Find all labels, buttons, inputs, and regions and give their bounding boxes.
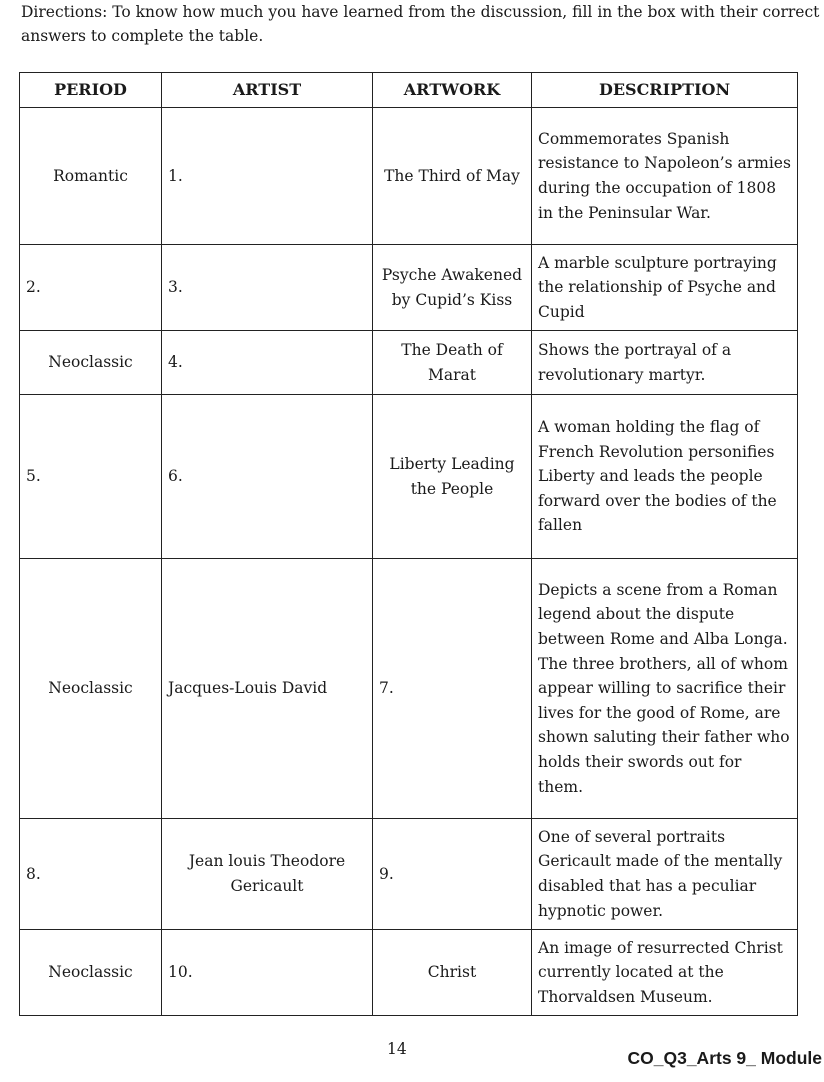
table-row bbox=[20, 819, 798, 930]
page-number: 14 bbox=[387, 1040, 407, 1058]
artist-cell: 6. bbox=[162, 395, 373, 559]
table-row bbox=[20, 245, 798, 331]
table-header-row bbox=[20, 73, 798, 108]
table-row bbox=[20, 930, 798, 1016]
description-cell: A woman holding the flag of French Revolution personifies Liberty and leads the people forward over the bodies of the fallen bbox=[532, 395, 798, 559]
artist-cell: 4. bbox=[162, 331, 373, 395]
period-cell: Neoclassic bbox=[20, 559, 162, 819]
period-cell: 5. bbox=[20, 395, 162, 559]
artwork-cell: Psyche Awakened by Cupid’s Kiss bbox=[373, 245, 532, 331]
table-row bbox=[20, 331, 798, 395]
artist-cell: 1. bbox=[162, 108, 373, 245]
period-cell: Neoclassic bbox=[20, 930, 162, 1016]
artwork-cell: Liberty Leading the People bbox=[373, 395, 532, 559]
artist-cell: 3. bbox=[162, 245, 373, 331]
directions-text: Directions: To know how much you have learned from the discussion, fill in the box with their correct answers to complete the table. bbox=[21, 3, 820, 45]
description-cell: Shows the portrayal of a revolutionary martyr. bbox=[532, 331, 798, 395]
period-cell: 2. bbox=[20, 245, 162, 331]
artwork-cell: The Third of May bbox=[373, 108, 532, 245]
period-cell: 8. bbox=[20, 819, 162, 930]
description-cell: A marble sculpture portraying the relationship of Psyche and Cupid bbox=[532, 245, 798, 331]
description-cell: Commemorates Spanish resistance to Napoleon’s armies during the occupation of 1808 in the Peninsular War. bbox=[532, 108, 798, 245]
period-cell: Romantic bbox=[20, 108, 162, 245]
header-artist: ARTIST bbox=[162, 73, 373, 108]
table-row bbox=[20, 108, 798, 245]
artist-cell: Jean louis Theodore Gericault bbox=[162, 819, 373, 930]
artwork-cell: The Death of Marat bbox=[373, 331, 532, 395]
period-cell: Neoclassic bbox=[20, 331, 162, 395]
artwork-cell: 7. bbox=[373, 559, 532, 819]
artwork-cell: 9. bbox=[373, 819, 532, 930]
artist-cell: Jacques-Louis David bbox=[162, 559, 373, 819]
artwork-cell: Christ bbox=[373, 930, 532, 1016]
description-cell: Depicts a scene from a Roman legend about the dispute between Rome and Alba Longa. The three brothers, all of whom appear willing to sacrifice their lives for the good of Rome, are shown saluting their father who holds their swords out for them. bbox=[532, 559, 798, 819]
artworks-table bbox=[19, 72, 798, 1016]
header-description: DESCRIPTION bbox=[532, 73, 798, 108]
table-row bbox=[20, 559, 798, 819]
module-code: CO_Q3_Arts 9_ Module bbox=[627, 1048, 822, 1068]
header-artwork: ARTWORK bbox=[373, 73, 532, 108]
header-period: PERIOD bbox=[20, 73, 162, 108]
table-row bbox=[20, 395, 798, 559]
artist-cell: 10. bbox=[162, 930, 373, 1016]
description-cell: One of several portraits Gericault made of the mentally disabled that has a peculiar hypnotic power. bbox=[532, 819, 798, 930]
description-cell: An image of resurrected Christ currently located at the Thorvaldsen Museum. bbox=[532, 930, 798, 1016]
